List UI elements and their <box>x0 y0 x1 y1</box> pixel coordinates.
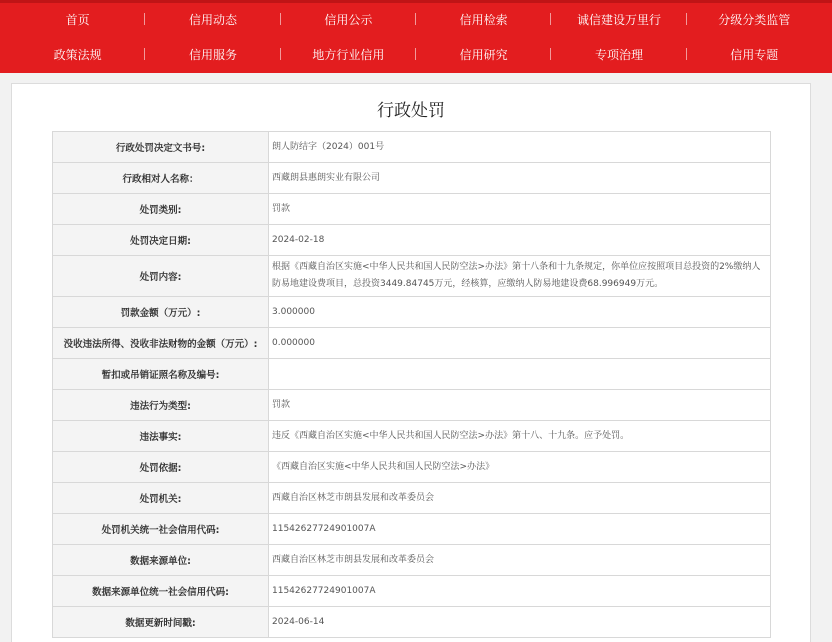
row-label-decision-date: 处罚决定日期: <box>53 225 269 256</box>
table-row <box>53 390 771 421</box>
row-label-license-revocation: 暂扣或吊销证照名称及编号: <box>53 359 269 390</box>
row-value-counterparty-name: 西藏朗县惠朗实业有限公司 <box>269 163 771 194</box>
row-value-legal-basis: 《西藏自治区实施<中华人民共和国人民防空法>办法》 <box>269 452 771 483</box>
nav-item-policies[interactable]: 政策法规 <box>10 36 145 72</box>
row-label-confiscation-amount: 没收违法所得、没收非法财物的金额（万元）: <box>53 328 269 359</box>
nav-item-credit-research[interactable]: 信用研究 <box>416 36 551 72</box>
row-value-fine-amount: 3.000000 <box>269 297 771 328</box>
row-value-violation-type: 罚款 <box>269 390 771 421</box>
table-row <box>53 256 771 297</box>
content-panel <box>11 83 811 642</box>
page-title: 行政处罚 <box>377 101 445 121</box>
table-row <box>53 514 771 545</box>
nav-item-credit-services[interactable]: 信用服务 <box>145 36 280 72</box>
row-label-decision-number: 行政处罚决定文书号: <box>53 132 269 163</box>
nav-item-integrity-campaign[interactable]: 诚信建设万里行 <box>551 1 686 37</box>
row-value-decision-number: 朗人防结字（2024）001号 <box>269 132 771 163</box>
row-label-update-timestamp: 数据更新时间戳: <box>53 607 269 638</box>
row-label-penalty-type: 处罚类别: <box>53 194 269 225</box>
row-label-penalty-authority: 处罚机关: <box>53 483 269 514</box>
row-label-violation-facts: 违法事实: <box>53 421 269 452</box>
row-label-data-source: 数据来源单位: <box>53 545 269 576</box>
row-label-counterparty-name: 行政相对人名称： <box>53 163 269 194</box>
row-label-fine-amount: 罚款金额（万元）: <box>53 297 269 328</box>
row-value-confiscation-amount: 0.000000 <box>269 328 771 359</box>
table-row <box>53 452 771 483</box>
nav-item-credit-search[interactable]: 信用检索 <box>416 1 551 37</box>
row-label-penalty-content: 处罚内容: <box>53 256 269 297</box>
row-value-penalty-content: 根据《西藏自治区实施<中华人民共和国人民防空法>办法》第十八条和十九条规定，你单位应按照项目总投资的2%缴纳人防易地建设费项目，总投资3449.84745万元，经核算，应缴纳人防易地建设费68.996949万元。 <box>269 256 771 297</box>
row-label-legal-basis: 处罚依据: <box>53 452 269 483</box>
row-value-penalty-authority: 西藏自治区林芝市朗县发展和改革委员会 <box>269 483 771 514</box>
penalty-detail-table <box>52 131 771 638</box>
table-row <box>53 163 771 194</box>
nav-item-credit-publicity[interactable]: 信用公示 <box>281 1 416 37</box>
table-row <box>53 545 771 576</box>
row-value-authority-credit-code: 11542627724901007A <box>269 514 771 545</box>
table-row <box>53 225 771 256</box>
table-row <box>53 421 771 452</box>
nav-item-graded-supervision[interactable]: 分级分类监管 <box>718 12 791 27</box>
table-row <box>53 607 771 638</box>
table-row <box>53 483 771 514</box>
nav-item-special-governance[interactable]: 专项治理 <box>551 36 686 72</box>
table-row <box>53 297 771 328</box>
row-value-data-source: 西藏自治区林芝市朗县发展和改革委员会 <box>269 545 771 576</box>
table-row <box>53 132 771 163</box>
nav-row-secondary <box>10 36 822 72</box>
nav-item-home[interactable]: 首页 <box>10 1 145 37</box>
nav-item-credit-news[interactable]: 信用动态 <box>145 1 280 37</box>
row-label-violation-type: 违法行为类型: <box>53 390 269 421</box>
row-value-violation-facts: 违反《西藏自治区实施<中华人民共和国人民防空法>办法》第十八、十九条。应予处罚。 <box>269 421 771 452</box>
row-label-authority-credit-code: 处罚机关统一社会信用代码: <box>53 514 269 545</box>
row-value-penalty-type: 罚款 <box>269 194 771 225</box>
top-navigation <box>0 0 832 73</box>
table-row <box>53 359 771 390</box>
row-label-source-credit-code: 数据来源单位统一社会信用代码: <box>53 576 269 607</box>
row-value-license-revocation <box>269 359 771 390</box>
table-row <box>53 194 771 225</box>
nav-row-primary <box>10 1 822 37</box>
table-row <box>53 328 771 359</box>
row-value-source-credit-code: 11542627724901007A <box>269 576 771 607</box>
row-value-decision-date: 2024-02-18 <box>269 225 771 256</box>
row-value-update-timestamp: 2024-06-14 <box>269 607 771 638</box>
nav-item-credit-topics[interactable]: 信用专题 <box>730 47 779 62</box>
nav-item-local-industry-credit[interactable]: 地方行业信用 <box>281 36 416 72</box>
table-row <box>53 576 771 607</box>
